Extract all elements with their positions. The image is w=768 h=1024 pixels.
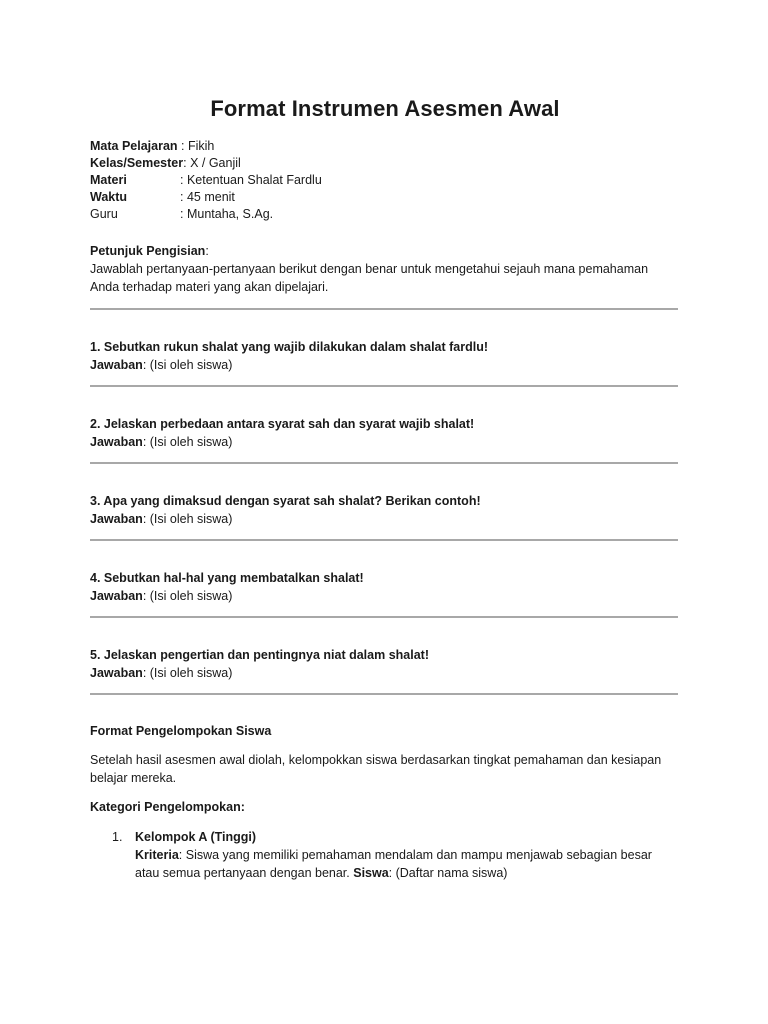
answer-label: Jawaban xyxy=(90,666,143,680)
question-text: 4. Sebutkan hal-hal yang membatalkan shalat! xyxy=(90,571,364,585)
document-title: Format Instrumen Asesmen Awal xyxy=(210,96,560,121)
meta-row-class xyxy=(90,155,322,172)
meta-row-teacher xyxy=(90,206,322,223)
question-text: 2. Jelaskan perbedaan antara syarat sah dan syarat wajib shalat! xyxy=(90,417,475,431)
question-4 xyxy=(90,569,680,605)
meta-key-time: Waktu xyxy=(90,190,128,204)
meta-row-subject xyxy=(90,138,322,155)
categories-heading: Kategori Pengelompokan: xyxy=(90,800,245,814)
instructions-block xyxy=(90,242,680,296)
grouping-intro xyxy=(90,751,680,787)
answer-line xyxy=(90,664,680,682)
question-text: 1. Sebutkan rukun shalat yang wajib dilakukan dalam shalat fardlu! xyxy=(90,340,489,354)
answer-placeholder: : (Isi oleh siswa) xyxy=(142,435,233,449)
students-text: : (Daftar nama siswa) xyxy=(388,866,508,880)
meta-sep-time: : xyxy=(180,190,187,204)
answer-placeholder: : (Isi oleh siswa) xyxy=(142,666,233,680)
meta-sep-material: : xyxy=(180,173,187,187)
criteria-text: : Siswa yang memiliki pemahaman mendalam dan mampu menjawab sebagian besar xyxy=(178,848,652,862)
answer-placeholder: : (Isi oleh siswa) xyxy=(142,589,233,603)
meta-value-teacher: Muntaha, S.Ag. xyxy=(186,207,274,221)
divider xyxy=(90,693,678,695)
meta-sep-class: : xyxy=(183,156,191,170)
metadata-block xyxy=(90,138,322,223)
criteria-line-1 xyxy=(135,846,675,864)
meta-value-material: Ketentuan Shalat Fardlu xyxy=(186,173,322,187)
answer-label: Jawaban xyxy=(90,589,143,603)
question-3 xyxy=(90,492,680,528)
divider xyxy=(90,308,678,310)
meta-key-teacher: Guru xyxy=(90,207,118,221)
answer-line xyxy=(90,510,680,528)
meta-sep-subject: : xyxy=(177,139,188,153)
answer-label: Jawaban xyxy=(90,358,143,372)
meta-row-time xyxy=(90,189,322,206)
instructions-line-1: Jawablah pertanyaan-pertanyaan berikut dengan benar untuk mengetahui sejauh mana pemahaman xyxy=(90,262,649,276)
question-1 xyxy=(90,338,680,374)
divider xyxy=(90,462,678,464)
grouping-intro-line-2: belajar mereka. xyxy=(90,771,177,785)
meta-key-class: Kelas/Semester xyxy=(90,156,184,170)
instructions-label: Petunjuk Pengisian xyxy=(90,244,206,258)
meta-value-subject: Fikih xyxy=(187,139,215,153)
answer-label: Jawaban xyxy=(90,512,143,526)
answer-placeholder: : (Isi oleh siswa) xyxy=(142,358,233,372)
answer-label: Jawaban xyxy=(90,435,143,449)
question-text: 5. Jelaskan pengertian dan pentingnya niat dalam shalat! xyxy=(90,648,429,662)
meta-row-material xyxy=(90,172,322,189)
list-item-number: 1. xyxy=(112,830,123,844)
answer-line xyxy=(90,587,680,605)
criteria-line-2 xyxy=(135,864,675,882)
students-label: Siswa xyxy=(353,866,389,880)
instructions-heading xyxy=(90,242,680,260)
divider xyxy=(90,616,678,618)
divider xyxy=(90,539,678,541)
question-2 xyxy=(90,415,680,451)
answer-line xyxy=(90,433,680,451)
instructions-line-2: Anda terhadap materi yang akan dipelajari. xyxy=(90,280,329,294)
criteria-text-cont: atau semua pertanyaan dengan benar. xyxy=(135,866,354,880)
grouping-heading: Format Pengelompokan Siswa xyxy=(90,724,272,738)
list-item-body xyxy=(135,828,675,882)
group-title: Kelompok A (Tinggi) xyxy=(135,830,257,844)
question-text: 3. Apa yang dimaksud dengan syarat sah shalat? Berikan contoh! xyxy=(90,494,481,508)
instructions-colon: : xyxy=(205,244,209,258)
meta-value-time: 45 menit xyxy=(186,190,235,204)
criteria-label: Kriteria xyxy=(135,848,179,862)
meta-value-class: X / Ganjil xyxy=(190,156,241,170)
meta-key-subject: Mata Pelajaran xyxy=(90,139,178,153)
answer-line xyxy=(90,356,680,374)
answer-placeholder: : (Isi oleh siswa) xyxy=(142,512,233,526)
divider xyxy=(90,385,678,387)
meta-key-material: Materi xyxy=(90,173,127,187)
meta-sep-teacher: : xyxy=(180,207,187,221)
question-5 xyxy=(90,646,680,682)
grouping-intro-line-1: Setelah hasil asesmen awal diolah, kelompokkan siswa berdasarkan tingkat pemahaman dan kesiapan xyxy=(90,753,662,767)
